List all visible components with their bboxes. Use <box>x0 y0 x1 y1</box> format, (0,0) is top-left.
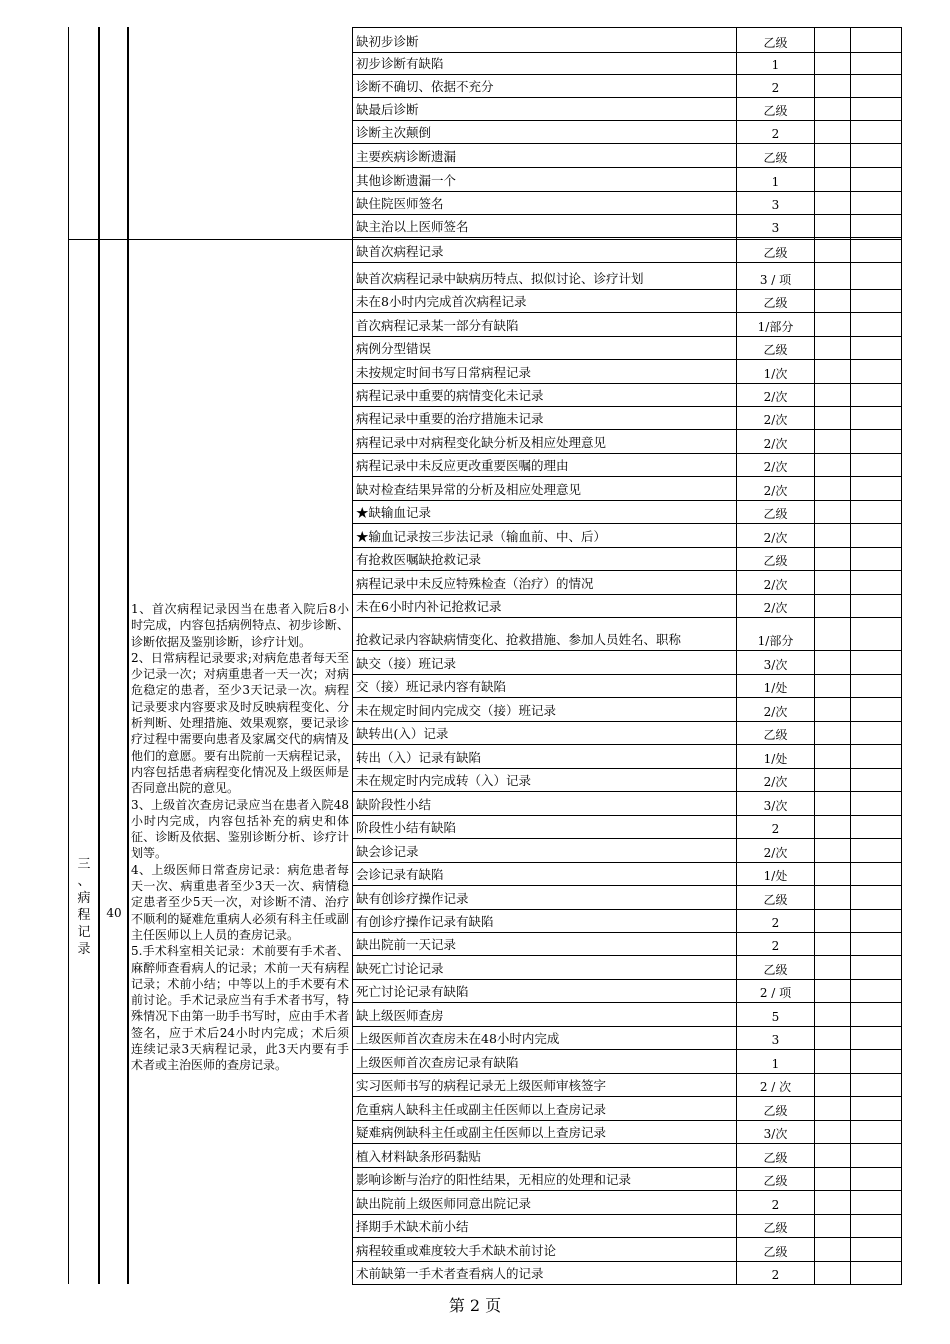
item-score: 2 / 次 <box>759 1080 792 1095</box>
item-score: 1/处 <box>763 751 788 766</box>
item-text: 未在8小时内完成首次病程记录 <box>356 294 527 310</box>
row-border <box>352 191 902 192</box>
row-border <box>352 74 902 75</box>
item-text: 择期手术缺术前小结 <box>356 1219 469 1235</box>
item-score: 2/次 <box>763 389 788 404</box>
item-score: 5 <box>771 1009 780 1024</box>
item-score: 2/次 <box>763 413 788 428</box>
item-score: 3/次 <box>763 798 788 813</box>
row-border <box>352 1049 902 1050</box>
row-border <box>352 1261 902 1262</box>
item-text: 病程记录中重要的病情变化未记录 <box>356 387 544 403</box>
item-score: 乙级 <box>763 1150 788 1165</box>
row-border <box>352 52 902 53</box>
row-border <box>352 932 902 933</box>
item-score: 3 <box>771 221 780 235</box>
item-score: 1/次 <box>763 366 788 381</box>
item-text: 缺上级医师查房 <box>356 1007 444 1023</box>
row-border <box>352 1284 902 1285</box>
row-border <box>352 979 902 980</box>
item-text: 缺首次病程记录中缺病历特点、拟似讨论、诊疗计划 <box>356 270 644 286</box>
item-score: 2/次 <box>763 601 788 616</box>
item-text: 抢救记录内容缺病情变化、抢救措施、参加人员姓名、职称 <box>356 632 682 648</box>
row-border <box>352 768 902 769</box>
row-border <box>352 383 902 384</box>
item-text: 实习医师书写的病程记录无上级医师审核签字 <box>356 1078 607 1094</box>
row-border <box>352 1002 902 1003</box>
item-text: 初步诊断有缺陷 <box>356 56 444 71</box>
row-border <box>352 650 902 651</box>
item-text: 缺阶段性小结 <box>356 796 432 812</box>
item-text: 缺转出(入）记录 <box>356 726 449 742</box>
item-score: 2 <box>771 939 780 954</box>
item-text: 病程较重或难度较大手术缺术前讨论 <box>356 1242 557 1258</box>
item-text: 缺住院医师签名 <box>356 196 444 211</box>
row-border <box>352 1096 902 1097</box>
item-score: 2/次 <box>763 704 788 719</box>
row-border <box>352 815 902 816</box>
item-text: 死亡讨论记录有缺陷 <box>356 984 469 1000</box>
item-text: 植入材料缺条形码黏贴 <box>356 1148 482 1164</box>
row-border <box>352 885 902 886</box>
item-score: 乙级 <box>763 104 788 118</box>
row-border <box>352 167 902 168</box>
item-score: 1 <box>771 1056 780 1071</box>
item-text: 疑难病例缺科主任或副主任医师以上查房记录 <box>356 1125 607 1141</box>
table-border-col2 <box>98 27 100 1284</box>
row-border <box>352 27 902 28</box>
section-score: 40 <box>106 906 122 920</box>
item-text: 诊断主次颠倒 <box>356 125 432 140</box>
item-score: 乙级 <box>763 728 788 743</box>
table-border-left <box>68 27 69 1284</box>
item-score: 2 <box>771 1268 780 1282</box>
row-border <box>352 1167 902 1168</box>
item-score: 3 / 项 <box>759 272 792 287</box>
item-text: 缺出院前一天记录 <box>356 937 457 953</box>
item-text: 缺对检查结果异常的分析及相应处理意见 <box>356 481 582 497</box>
item-score: 2 <box>771 916 780 930</box>
item-score: 乙级 <box>763 962 788 977</box>
row-border <box>352 406 902 407</box>
item-score: 1 <box>771 175 780 189</box>
item-text: 交（接）班记录内容有缺陷 <box>356 679 507 695</box>
item-text: 缺首次病程记录 <box>356 244 444 260</box>
row-border <box>352 523 902 524</box>
item-text: 病例分型错误 <box>356 341 432 357</box>
item-text: 上级医师首次查房未在48小时内完成 <box>356 1031 560 1047</box>
item-score: 乙级 <box>763 36 788 50</box>
item-text: 主要疾病诊断遗漏 <box>356 149 457 164</box>
row-border <box>352 744 902 745</box>
item-text: 上级医师首次查房记录有缺陷 <box>356 1054 519 1070</box>
item-score: 2 <box>771 822 780 837</box>
item-text: 阶段性小结有缺陷 <box>356 820 457 836</box>
table-border-col3 <box>127 27 129 1284</box>
section-label: 三 、 病 程 记 录 <box>77 857 91 957</box>
row-border <box>352 453 902 454</box>
row-border <box>352 429 902 430</box>
item-text: 病程记录中对病程变化缺分析及相应处理意见 <box>356 434 607 450</box>
item-score: 1 <box>771 58 780 72</box>
item-score: 3/次 <box>763 1127 788 1142</box>
row-border <box>352 1026 902 1027</box>
item-text: 缺最后诊断 <box>356 102 419 117</box>
row-border <box>352 674 902 675</box>
item-text: ★输血记录按三步法记录（输血前、中、后） <box>356 528 607 544</box>
item-score: 乙级 <box>763 1174 788 1189</box>
row-border <box>352 791 902 792</box>
row-border <box>352 1190 902 1191</box>
row-border <box>352 214 902 215</box>
item-score: 2/次 <box>763 845 788 860</box>
item-text: 缺会诊记录 <box>356 843 419 859</box>
item-text: 影响诊断与治疗的阳性结果，无相应的处理和记录 <box>356 1172 632 1188</box>
item-text: 病程记录中重要的治疗措施未记录 <box>356 411 544 427</box>
row-border <box>352 838 902 839</box>
row-border <box>352 359 902 360</box>
item-score: 1/部分 <box>757 634 794 649</box>
row-border <box>352 909 902 910</box>
row-border <box>352 262 902 263</box>
item-score: 乙级 <box>763 246 788 261</box>
section-separator <box>68 239 902 240</box>
item-score: 2/次 <box>763 530 788 545</box>
row-border <box>352 1237 902 1238</box>
item-score: 乙级 <box>763 296 788 311</box>
item-score: 乙级 <box>763 151 788 165</box>
row-border <box>352 500 902 501</box>
row-border <box>352 547 902 548</box>
item-score: 3 <box>771 1033 780 1048</box>
row-border <box>352 237 902 238</box>
item-score: 2 <box>771 1197 780 1212</box>
row-border <box>352 862 902 863</box>
item-score: 2 <box>771 127 780 141</box>
item-text: 病程记录中未反应更改重要医嘱的理由 <box>356 458 569 474</box>
item-text: 诊断不确切、依据不充分 <box>356 79 494 94</box>
item-text: 缺死亡讨论记录 <box>356 960 444 976</box>
item-text: 会诊记录有缺陷 <box>356 867 444 883</box>
item-score: 2 / 项 <box>759 986 792 1001</box>
item-text: 其他诊断遗漏一个 <box>356 173 457 188</box>
item-score: 1/部分 <box>757 319 794 334</box>
row-border <box>352 1214 902 1215</box>
item-score: 2/次 <box>763 483 788 498</box>
item-score: 1/处 <box>763 681 788 696</box>
row-border <box>352 97 902 98</box>
item-score: 乙级 <box>763 892 788 907</box>
item-score: 1/处 <box>763 869 788 884</box>
item-text: 缺交（接）班记录 <box>356 655 457 671</box>
item-score: 乙级 <box>763 554 788 569</box>
row-border <box>352 697 902 698</box>
item-score: 3 <box>771 198 780 212</box>
item-score: 乙级 <box>763 1244 788 1259</box>
row-border <box>352 476 902 477</box>
row-border <box>352 955 902 956</box>
item-text: 缺有创诊疗操作记录 <box>356 890 469 906</box>
item-score: 3/次 <box>763 657 788 672</box>
row-border <box>352 336 902 337</box>
item-text: 缺出院前上级医师同意出院记录 <box>356 1195 532 1211</box>
row-border <box>352 1143 902 1144</box>
row-border <box>352 120 902 121</box>
item-text: 未在规定时间内完成交（接）班记录 <box>356 702 557 718</box>
row-border <box>352 1120 902 1121</box>
row-border <box>352 617 902 618</box>
item-text: 缺初步诊断 <box>356 34 419 49</box>
item-text: 有抢救医嘱缺抢救记录 <box>356 552 482 568</box>
requirements-text: 1、首次病程记录因当在患者入院后8小时完成，内容包括病例特点、初步诊断、诊断依据及鉴别诊断，诊疗计划。 2、日常病程记录要求;对病危患者每天至少记录一次；对病重患者一天一次；对病危稳定的患者，至少3天记录一次。病程记录要求内容要求及时反映病程变化、分析判断、处理措施、效果观察，要记录诊疗过程中需要向患者及家属交代的病情及他们的意愿。要有出院前一天病程记录，内容包括患者病程变化情况及上级医师是否同意出院的意见。 3、上级首次查房记录应当在患者入院48小时内完成，内容包括补充的病史和体征、诊断及依据、鉴别诊断分析、诊疗计划等。 4、上级医师日常查房记录：病危患者每天一次、病重患者至少3天一次、病情稳定患者至少5天一次，对诊断不清、治疗不顺利的疑难危重病人必须有科主任或副主任医师以上人员的查房记录。 5.手术科室相关记录：术前要有手术者、麻醉师查看病人的记录；术前一天有病程记录；术前小结；中等以上的手术要有术前讨论。手术记录应当有手术者书写，特殊情况下由第一助手书写时，应由手术者签名，应于术后24小时内完成；术后须连续记录3天病程记录，此3天内要有手术者或主治医师的查房记录。 <box>131 602 349 1073</box>
item-text: 有创诊疗操作记录有缺陷 <box>356 914 494 929</box>
item-score: 2/次 <box>763 436 788 451</box>
item-score: 乙级 <box>763 1103 788 1118</box>
row-border <box>352 289 902 290</box>
item-text: 缺主治以上医师签名 <box>356 219 469 234</box>
item-score: 乙级 <box>763 507 788 522</box>
item-score: 乙级 <box>763 343 788 358</box>
item-text: 病程记录中未反应特殊检查（治疗）的情况 <box>356 575 594 591</box>
row-border <box>352 570 902 571</box>
row-border <box>352 312 902 313</box>
row-border <box>352 1073 902 1074</box>
item-text: 未按规定时间书写日常病程记录 <box>356 364 532 380</box>
item-text: 转出（入）记录有缺陷 <box>356 749 482 765</box>
item-score: 2/次 <box>763 577 788 592</box>
item-text: 术前缺第一手术者查看病人的记录 <box>356 1266 544 1281</box>
row-border <box>352 721 902 722</box>
item-text: 首次病程记录某一部分有缺陷 <box>356 317 519 333</box>
row-border <box>352 143 902 144</box>
item-score: 乙级 <box>763 1221 788 1236</box>
item-text: 危重病人缺科主任或副主任医师以上查房记录 <box>356 1101 607 1117</box>
item-text: 未在规定时内完成转（入）记录 <box>356 773 532 789</box>
item-score: 2 <box>771 81 780 95</box>
item-text: 未在6小时内补记抢救记录 <box>356 599 502 615</box>
item-text: ★缺输血记录 <box>356 505 432 521</box>
row-border <box>352 594 902 595</box>
item-score: 2/次 <box>763 775 788 790</box>
item-score: 2/次 <box>763 460 788 475</box>
page-number: 第 2 页 <box>448 1296 502 1315</box>
